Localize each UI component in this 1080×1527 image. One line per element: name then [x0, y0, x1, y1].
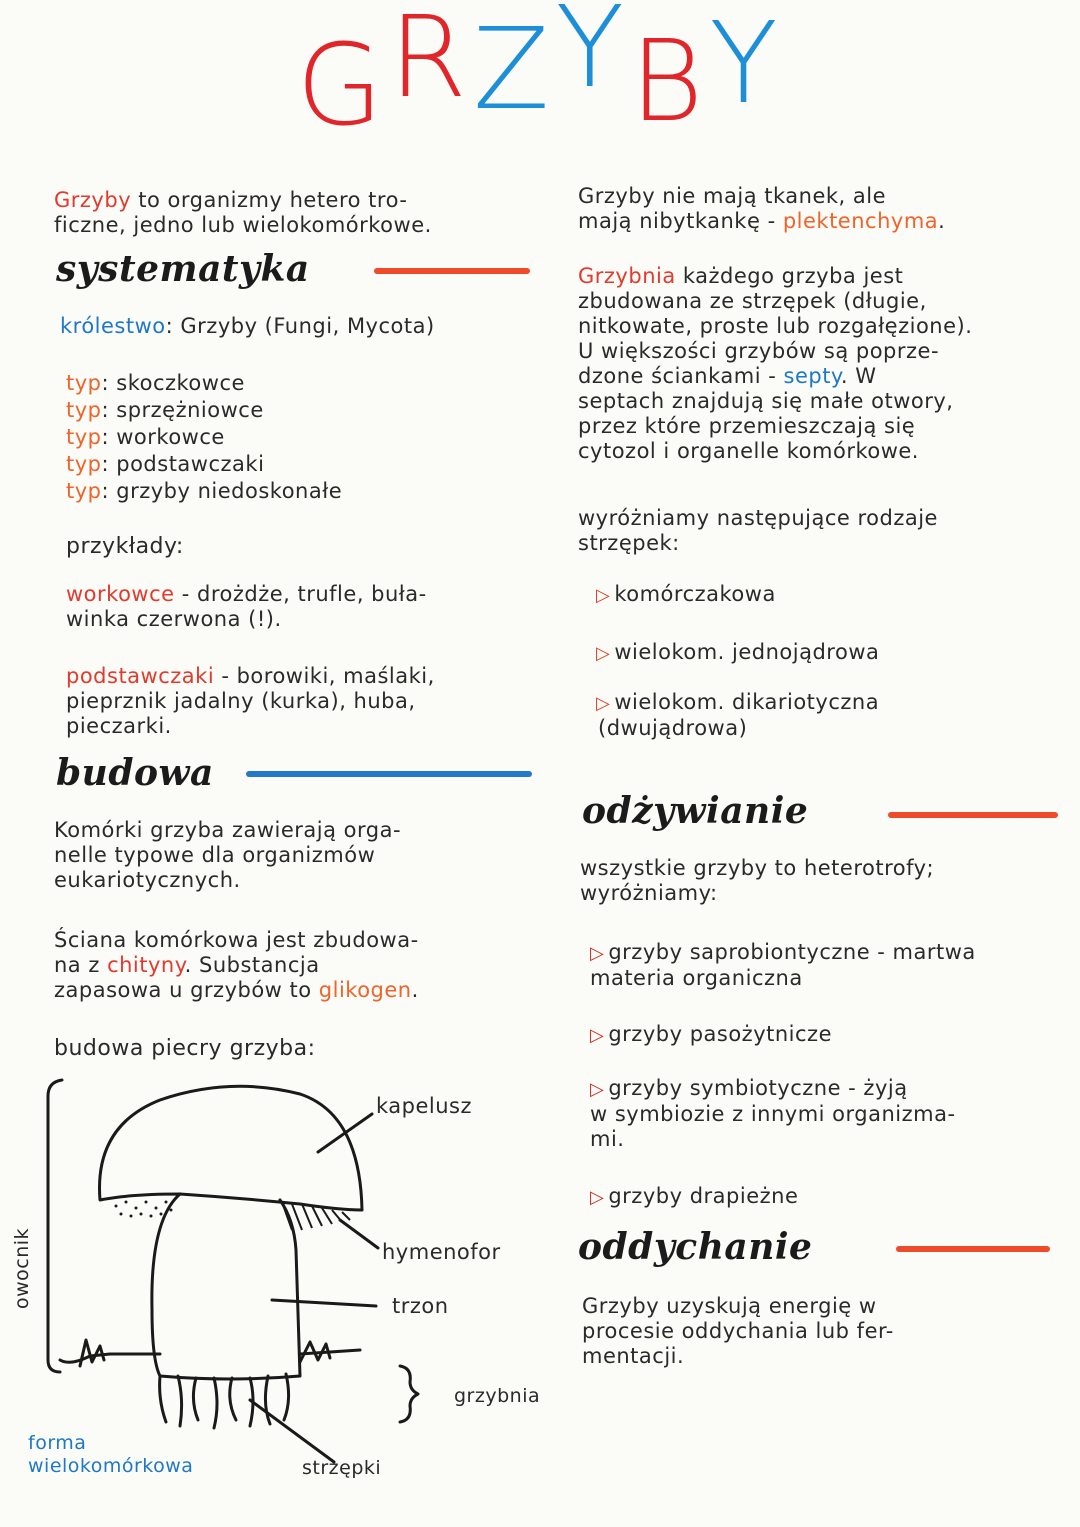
triangle-bullet-icon: ▷ [590, 1025, 605, 1046]
text-line: nelle typowe dla organizmów [54, 843, 376, 867]
list-item-text: komórczakowa [614, 582, 776, 606]
text-fragment: . [938, 209, 946, 233]
heading-underline [374, 268, 530, 274]
text-line: przez które przemieszczają się [578, 414, 916, 438]
list-item-text: grzyby pasożytnicze [608, 1022, 832, 1046]
heading-underline [246, 771, 532, 777]
odzywianie-item [590, 1184, 1070, 1210]
text-fragment: każdego grzyba jest [675, 264, 904, 288]
text-line: wyróżniamy następujące rodzaje [578, 506, 938, 530]
type-label: typ [66, 479, 102, 503]
example-text: - drożdże, trufle, buła- [174, 582, 427, 606]
text-line: nitkowate, proste lub rozgałęzione). [578, 314, 973, 338]
mushroom-stem [152, 1194, 300, 1379]
text-fragment: . W [840, 364, 877, 388]
text-line: septach znajdują się małe otwory, [578, 389, 954, 413]
diagram-label: budowa piecry grzyba: [54, 1036, 316, 1061]
list-item [66, 397, 342, 424]
list-item [66, 370, 342, 397]
text-fragment: . [411, 978, 419, 1002]
hyphae [160, 1374, 289, 1428]
title-letter: B [630, 17, 710, 147]
type-label: typ [66, 425, 102, 449]
kingdom-line [60, 314, 435, 339]
intro-text-line2: ficzne, jedno lub wielokomórkowe. [54, 213, 432, 237]
example-term: podstawczaki [66, 664, 215, 688]
section-heading-systematyka: systematyka [56, 248, 310, 290]
intro-term: Grzyby [54, 188, 132, 212]
text-line: Komórki grzyba zawierają orga- [54, 818, 402, 842]
budowa-para2 [54, 928, 544, 1003]
text-line: Ściana komórkowa jest zbudowa- [54, 928, 419, 952]
intro-text-line1: to organizmy hetero tro- [131, 188, 408, 212]
label-strzepki: strzępki [302, 1457, 382, 1479]
page-title [0, 0, 1080, 151]
pointer-strzepki [250, 1400, 334, 1462]
example-text: pieprznik jadalny (kurka), huba, [66, 689, 416, 713]
oddychanie-paragraph [582, 1294, 1052, 1369]
triangle-bullet-icon: ▷ [590, 1079, 605, 1100]
triangle-bullet-icon: ▷ [596, 585, 611, 606]
example-text: - borowiki, maślaki, [214, 664, 435, 688]
text-line: Grzyby uzyskują energię w [582, 1294, 877, 1318]
list-item-text: grzyby symbiotyczne - żyją [608, 1076, 908, 1100]
text-line: strzępek: [578, 531, 680, 555]
label-grzybnia: grzybnia [454, 1385, 541, 1407]
list-item-text: wielokom. dikariotyczna [614, 690, 880, 714]
type-value: : grzyby niedoskonałe [101, 479, 343, 503]
text-line: zbudowana ze strzępek (długie, [578, 289, 927, 313]
odzywianie-intro [580, 856, 1060, 906]
text-fragment: dzone ściankami - [578, 364, 784, 388]
type-label: typ [66, 398, 102, 422]
odzywianie-item [590, 940, 1070, 991]
strzepki-type [596, 690, 879, 741]
text-fragment: mają nibytkankę - [578, 209, 783, 233]
kingdom-label: królestwo [60, 314, 166, 338]
text-line: cytozol i organelle komórkowe. [578, 439, 919, 463]
intro-paragraph [54, 188, 534, 238]
list-item-text: grzyby drapieżne [608, 1184, 799, 1208]
grzybnia-paragraph [578, 264, 1058, 464]
example-podstawczaki [66, 664, 536, 739]
pointer-kapelusz [318, 1114, 372, 1152]
list-item-text: (dwujądrowa) [598, 716, 748, 740]
list-item [66, 478, 342, 505]
list-item-text: materia organiczna [590, 966, 803, 990]
text-line: forma [28, 1432, 87, 1454]
heading-underline [888, 812, 1058, 818]
odzywianie-item [590, 1076, 1070, 1152]
text-line: eukariotycznych. [54, 868, 241, 892]
odzywianie-item [590, 1022, 1070, 1048]
budowa-para1 [54, 818, 534, 893]
triangle-bullet-icon: ▷ [596, 643, 611, 664]
triangle-bullet-icon: ▷ [596, 693, 611, 714]
strzepki-intro [578, 506, 1058, 556]
example-text: pieczarki. [66, 714, 172, 738]
strzepki-type [596, 582, 776, 608]
text-fragment: . Substancja [184, 953, 320, 977]
section-heading-budowa: budowa [56, 752, 214, 794]
plektenchyma-term: plektenchyma [782, 209, 939, 233]
title-letter: G [296, 21, 390, 151]
type-value: : workowce [101, 425, 225, 449]
text-fragment: zapasowa u grzybów to [54, 978, 319, 1002]
kingdom-value: : Grzyby (Fungi, Mycota) [165, 314, 435, 338]
triangle-bullet-icon: ▷ [590, 1187, 605, 1208]
chityna-term: chityny [107, 953, 185, 977]
text-line: U większości grzybów są poprze- [578, 339, 940, 363]
label-hymenofor: hymenofor [382, 1240, 501, 1264]
text-line: wszystkie grzyby to heterotrofy; [580, 856, 935, 880]
septy-term: septy [783, 364, 841, 388]
grzybnia-brace [400, 1366, 418, 1422]
text-fragment: na z [54, 953, 108, 977]
list-item [66, 424, 342, 451]
type-value: : skoczkowce [101, 371, 245, 395]
title-letter: Z [472, 5, 556, 135]
text-line: wyróżniamy: [580, 881, 718, 905]
examples-label: przykłady: [66, 534, 184, 559]
label-forma [28, 1432, 193, 1478]
section-heading-odzywianie: odżywianie [582, 790, 809, 832]
label-trzon: trzon [392, 1294, 449, 1318]
title-letter: Y [709, 0, 784, 129]
heading-underline [896, 1246, 1050, 1252]
example-text: winka czerwona (!). [66, 607, 282, 631]
grzybnia-term: Grzybnia [578, 264, 676, 288]
example-term: workowce [66, 582, 175, 606]
type-value: : podstawczaki [101, 452, 265, 476]
list-item-text: mi. [590, 1127, 625, 1151]
strzepki-type [596, 640, 879, 666]
title-letter: R [389, 0, 473, 123]
text-line: Grzyby nie mają tkanek, ale [578, 184, 886, 208]
text-line: mentacji. [582, 1344, 685, 1368]
text-line: wielokomórkowa [28, 1455, 194, 1477]
example-workowce [66, 582, 536, 632]
triangle-bullet-icon: ▷ [590, 943, 605, 964]
pointer-hymenofor [340, 1220, 378, 1248]
type-label: typ [66, 452, 102, 476]
title-letter: Y [555, 0, 630, 113]
section-heading-oddychanie: oddychanie [578, 1226, 813, 1268]
list-item-text: w symbiozie z innymi organizma- [590, 1102, 956, 1126]
glikogen-term: glikogen [318, 978, 412, 1002]
list-item-text: wielokom. jednojądrowa [614, 640, 880, 664]
list-item [66, 451, 342, 478]
plektenchyma-paragraph [578, 184, 1058, 234]
text-line: procesie oddychania lub fer- [582, 1319, 894, 1343]
type-value: : sprzężniowce [101, 398, 264, 422]
types-list [66, 370, 342, 505]
pointer-trzon [272, 1300, 376, 1306]
owocnik-bracket [48, 1080, 62, 1372]
list-item-text: grzyby saprobiontyczne - martwa [608, 940, 976, 964]
label-owocnik: owocnik [11, 1227, 34, 1310]
label-kapelusz: kapelusz [376, 1094, 473, 1118]
type-label: typ [66, 371, 102, 395]
